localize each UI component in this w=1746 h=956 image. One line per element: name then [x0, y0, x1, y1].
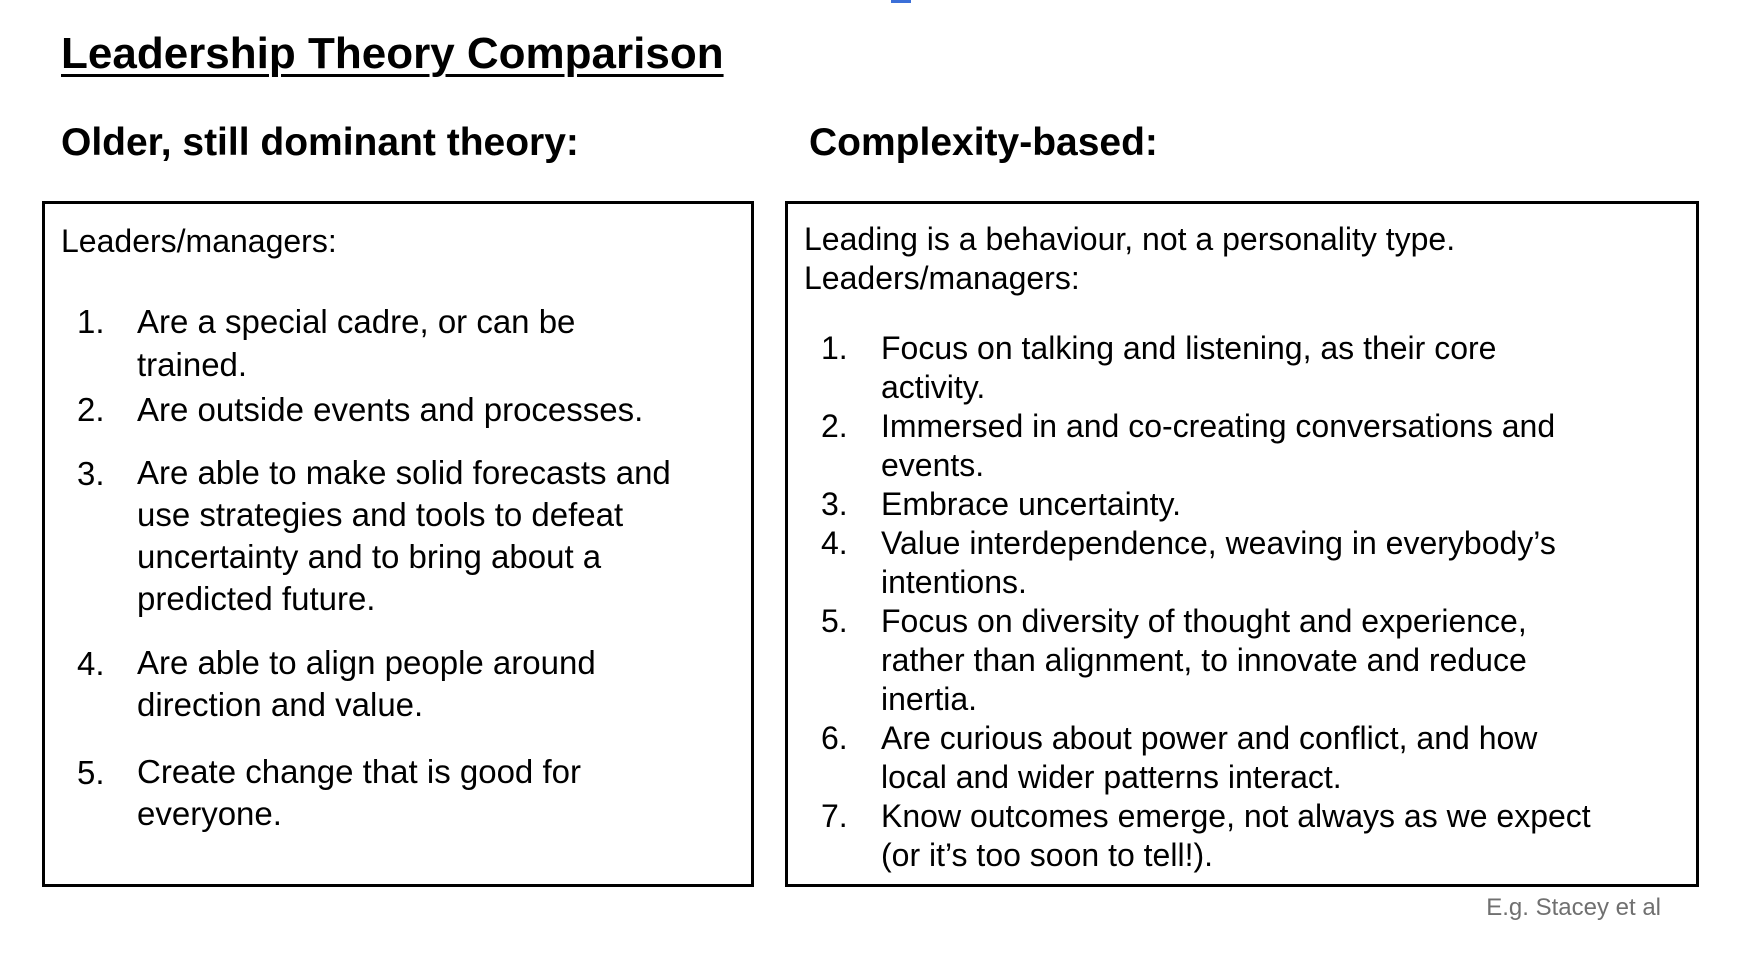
list-item-number: 3.: [77, 455, 105, 492]
list-item-number: 1.: [77, 303, 105, 340]
list-item-number: 1.: [821, 330, 848, 366]
page-title: Leadership Theory Comparison: [61, 29, 724, 78]
list-item: [77, 388, 747, 431]
list-item: [821, 329, 1681, 407]
list-item-number: 5.: [77, 754, 105, 791]
list-item-line: Are outside events and processes.: [137, 391, 644, 428]
list-item-line: direction and value.: [137, 686, 424, 723]
list-item-number: 3.: [821, 486, 848, 522]
list-item-line: Focus on talking and listening, as their core: [881, 330, 1497, 366]
list-item-line: Are able to make solid forecasts and: [137, 454, 671, 491]
list-item-number: 4.: [821, 525, 848, 561]
list-item-line: trained.: [137, 346, 248, 383]
list-item-line: Are curious about power and conflict, and how: [881, 720, 1538, 756]
list-item-line: local and wider patterns interact.: [881, 759, 1342, 795]
list-item-line: predicted future.: [137, 580, 376, 617]
list-item-line: inertia.: [881, 681, 978, 717]
older-theory-box: [42, 201, 754, 887]
list-item-line: rather than alignment, to innovate and reduce: [881, 642, 1527, 678]
list-item-line: Create change that is good for: [137, 753, 581, 790]
complexity-theory-list: [821, 329, 1681, 875]
list-item-number: 6.: [821, 720, 848, 756]
list-item-line: Are able to align people around: [137, 644, 596, 681]
list-item: [821, 719, 1681, 797]
list-item-number: 4.: [77, 645, 105, 682]
list-item-number: 2.: [77, 391, 105, 428]
list-item-line: activity.: [881, 369, 986, 405]
list-item: [77, 452, 747, 620]
list-item: [821, 524, 1681, 602]
list-item-line: Value interdependence, weaving in everybody’s: [881, 525, 1556, 561]
list-item-line: uncertainty and to bring about a: [137, 538, 602, 575]
list-item-line: Are a special cadre, or can be: [137, 303, 576, 340]
list-item-line: intentions.: [881, 564, 1027, 600]
list-item: [77, 751, 747, 835]
list-item-line: use strategies and tools to defeat: [137, 496, 624, 533]
list-item-number: 7.: [821, 798, 848, 834]
list-item: [821, 485, 1681, 524]
left-column-heading: Older, still dominant theory:: [61, 121, 579, 164]
older-theory-intro: Leaders/managers:: [61, 223, 337, 259]
older-theory-list: [77, 300, 747, 835]
list-item-number: 5.: [821, 603, 848, 639]
list-item-line: Focus on diversity of thought and experience,: [881, 603, 1527, 639]
list-item-line: Embrace uncertainty.: [881, 486, 1181, 522]
list-item-line: Immersed in and co-creating conversations and: [881, 408, 1556, 444]
list-item-line: everyone.: [137, 795, 282, 832]
intro-line: Leaders/managers:: [804, 260, 1080, 296]
list-item: [821, 407, 1681, 485]
complexity-theory-box: [785, 201, 1699, 887]
complexity-theory-intro: [804, 220, 1455, 298]
top-edge-marker: [891, 0, 911, 3]
list-item: [77, 642, 747, 726]
list-item-line: events.: [881, 447, 985, 483]
list-item: [77, 300, 747, 386]
list-item-line: Know outcomes emerge, not always as we expect: [881, 798, 1591, 834]
intro-line: Leading is a behaviour, not a personality type.: [804, 221, 1456, 257]
list-item: [821, 602, 1681, 719]
citation: E.g. Stacey et al: [1486, 894, 1661, 921]
list-item: [821, 797, 1681, 875]
right-column-heading: Complexity-based:: [809, 121, 1158, 164]
list-item-line: (or it’s too soon to tell!).: [881, 837, 1213, 873]
list-item-number: 2.: [821, 408, 848, 444]
